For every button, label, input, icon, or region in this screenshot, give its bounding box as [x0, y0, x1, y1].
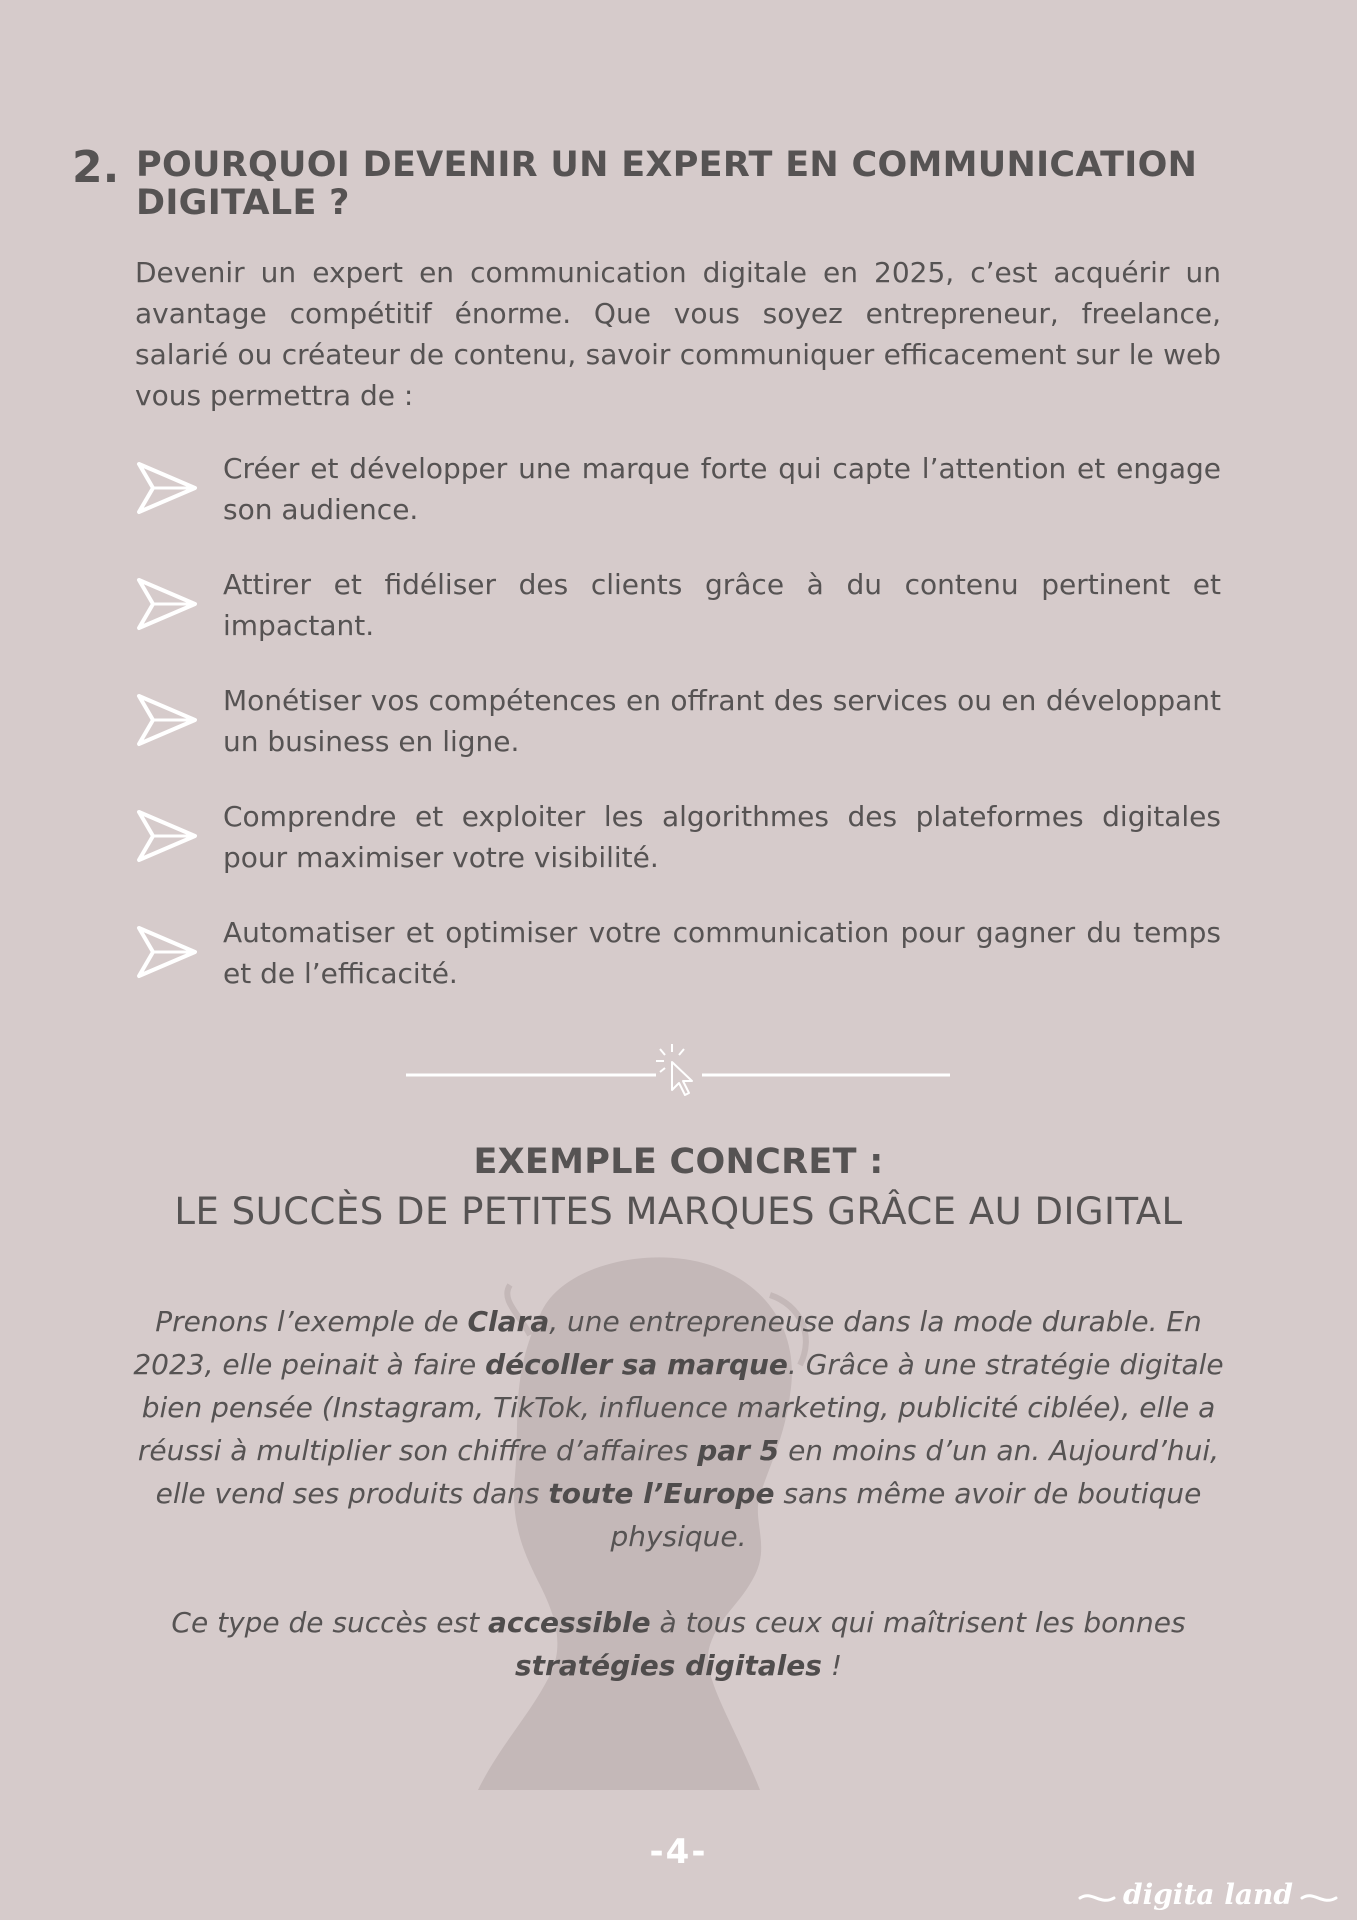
list-item — [135, 796, 1221, 886]
text-run: à tous ceux qui maîtrisent les bonnes — [650, 1606, 1186, 1639]
section-title: POURQUOI DEVENIR UN EXPERT EN COMMUNICATION DIGITALE ? — [136, 145, 1198, 223]
text-run: en moins d’un an. Aujourd’hui, elle vend ses produits dans — [155, 1434, 1220, 1510]
list-item — [135, 680, 1221, 770]
brand-name: digita land — [1123, 1878, 1293, 1911]
paper-plane-icon — [135, 574, 201, 634]
emphasis: Clara — [467, 1305, 550, 1338]
emphasis: accessible — [487, 1606, 651, 1639]
example-subtitle: LE SUCCÈS DE PETITES MARQUES GRÂCE AU DIGITAL — [174, 1190, 1183, 1233]
text-run: . Grâce à une stratégie digitale bien pensée (Instagram, TikTok, influence marketing, publicité ciblée), elle a réussi à multiplier son chiffre d’affaires — [137, 1348, 1224, 1467]
list-item-text: Automatiser et optimiser votre communication pour gagner du temps et de l’efficacité. — [223, 916, 1221, 990]
text-run: sans même avoir de boutique physique. — [610, 1477, 1202, 1553]
brand-logo — [1078, 1872, 1338, 1916]
list-item-text: Comprendre et exploiter les algorithmes des plateformes digitales pour maximiser votre visibilité. — [223, 800, 1221, 874]
list-item-text: Attirer et fidéliser des clients grâce à du contenu pertinent et impactant. — [223, 568, 1221, 642]
section-number: 2. — [72, 142, 120, 193]
example-conclusion — [130, 1601, 1227, 1687]
example-title: EXEMPLE CONCRET : — [473, 1142, 884, 1182]
section-divider — [406, 1040, 950, 1100]
list-item — [135, 564, 1221, 654]
paragraph-gap — [130, 1558, 1227, 1601]
paper-plane-icon — [135, 458, 201, 518]
text-run: ! — [821, 1649, 843, 1682]
emphasis: toute l’Europe — [548, 1477, 775, 1510]
text-run: Ce type de succès est — [171, 1606, 488, 1639]
list-item-text: Créer et développer une marque forte qui capte l’attention et engage son audience. — [223, 452, 1221, 526]
emphasis: décoller sa marque — [485, 1348, 788, 1381]
example-paragraph — [130, 1300, 1227, 1558]
list-item-text: Monétiser vos compétences en offrant des services ou en développant un business en ligne. — [223, 684, 1221, 758]
text-run: , une entrepreneuse dans la mode durable. En 2023, elle peinait à faire — [133, 1305, 1202, 1381]
cursor-click-icon — [656, 1044, 692, 1095]
paper-plane-icon — [135, 806, 201, 866]
list-item — [135, 912, 1221, 1002]
example-body — [130, 1300, 1227, 1687]
emphasis: par 5 — [697, 1434, 780, 1467]
intro-paragraph: Devenir un expert en communication digitale en 2025, c’est acquérir un avantage compétitif énorme. Que vous soyez entrepreneur, freelance, salarié ou créateur de contenu, savoir communiquer efficacement sur le web vous permettra de : — [135, 256, 1221, 412]
text-run: Prenons l’exemple de — [155, 1305, 468, 1338]
page-number: -4- — [649, 1832, 708, 1872]
paper-plane-icon — [135, 922, 201, 982]
emphasis: stratégies digitales — [514, 1649, 822, 1682]
paper-plane-icon — [135, 690, 201, 750]
list-item — [135, 448, 1221, 538]
